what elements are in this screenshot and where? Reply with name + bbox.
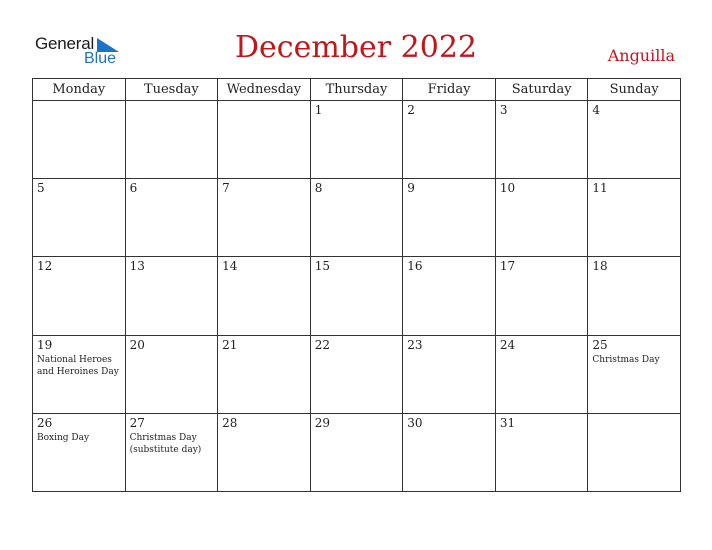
day-cell: [496, 179, 589, 257]
day-number: 14: [222, 259, 238, 274]
day-cell: [311, 414, 404, 492]
day-number: 26: [37, 415, 53, 430]
day-cell: [403, 414, 496, 492]
day-cell: [33, 336, 126, 414]
day-number: 1: [314, 103, 323, 117]
day-number: 9: [407, 181, 415, 196]
day-cell: [496, 414, 589, 492]
day-cell: [588, 101, 681, 179]
day-cell: [126, 101, 219, 179]
day-cell: [496, 257, 589, 335]
day-cell: [126, 336, 219, 414]
day-cell: [126, 414, 219, 492]
day-number: 17: [499, 259, 516, 274]
day-number: 8: [314, 181, 323, 196]
weekday-header-friday: Friday: [403, 79, 496, 101]
day-number: 10: [499, 181, 516, 196]
holiday-label: Christmas Day: [592, 354, 660, 365]
day-number: 29: [314, 415, 330, 430]
day-number: 12: [37, 259, 53, 274]
day-cell: [311, 101, 404, 179]
day-number: 22: [314, 337, 330, 352]
day-number: 15: [314, 259, 330, 274]
day-number: 4: [592, 103, 601, 117]
day-number: 21: [222, 337, 238, 352]
day-number: 5: [37, 181, 45, 196]
day-cell: [403, 257, 496, 335]
day-number: 16: [407, 259, 423, 274]
day-number: 20: [129, 337, 145, 352]
day-number: 6: [129, 181, 138, 196]
day-cell: [126, 257, 219, 335]
day-cell: [218, 179, 311, 257]
day-cell: [403, 336, 496, 414]
logo-word-general: General: [35, 34, 95, 53]
day-number: 18: [592, 259, 608, 274]
day-cell: [496, 336, 589, 414]
day-number: 13: [129, 259, 145, 274]
day-number: 23: [407, 337, 423, 352]
day-cell: [403, 101, 496, 179]
day-number: 3: [499, 103, 508, 117]
holiday-label: Christmas Day (substitute day): [129, 432, 202, 455]
day-cell: [588, 257, 681, 335]
day-number: 27: [129, 415, 145, 430]
day-cell: [33, 101, 126, 179]
day-cell: [218, 414, 311, 492]
day-cell: [403, 179, 496, 257]
day-cell: [126, 179, 219, 257]
holiday-label: Boxing Day: [37, 432, 90, 443]
calendar-title: December 2022: [235, 30, 477, 65]
day-cell: [33, 257, 126, 335]
day-cell: [311, 257, 404, 335]
weekday-header-thursday: Thursday: [311, 79, 404, 101]
logo-word-blue: Blue: [84, 50, 117, 67]
day-cell: [218, 101, 311, 179]
day-cell: [311, 179, 404, 257]
day-number: 30: [407, 415, 423, 430]
day-number: 28: [222, 415, 238, 430]
day-number: 11: [592, 181, 608, 196]
day-number: 25: [592, 337, 608, 352]
day-cell: [588, 336, 681, 414]
day-number: 7: [222, 181, 230, 196]
day-number: 24: [499, 337, 516, 352]
day-cell: [311, 336, 404, 414]
day-cell: [588, 414, 681, 492]
weekday-header-monday: Monday: [33, 79, 126, 101]
day-cell: [588, 179, 681, 257]
day-cell: [496, 101, 589, 179]
day-number: 31: [499, 415, 516, 430]
weekday-header-sunday: Sunday: [588, 79, 681, 101]
weekday-header-tuesday: Tuesday: [126, 79, 219, 101]
calendar-grid: [32, 78, 681, 492]
day-number: 19: [37, 337, 53, 352]
weekday-header-wednesday: Wednesday: [218, 79, 311, 101]
day-cell: [218, 257, 311, 335]
day-cell: [218, 336, 311, 414]
weekday-header-saturday: Saturday: [496, 79, 589, 101]
day-cell: [33, 414, 126, 492]
day-cell: [33, 179, 126, 257]
day-number: 2: [407, 103, 415, 117]
holiday-label: National Heroes and Heroines Day: [37, 354, 119, 377]
country-name: Anguilla: [607, 46, 675, 65]
